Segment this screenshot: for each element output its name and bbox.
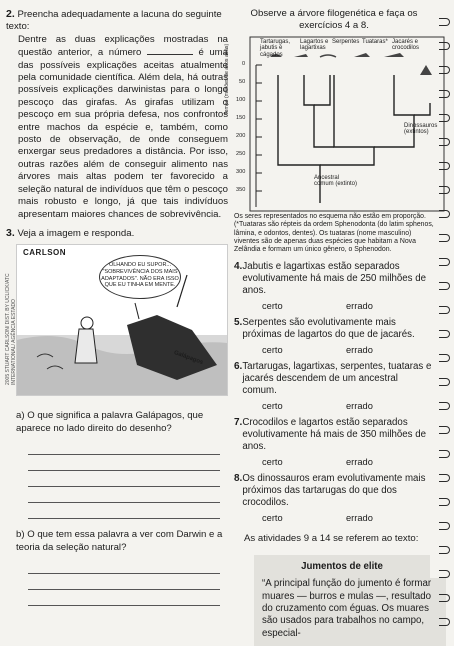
answer-line[interactable] — [28, 487, 220, 503]
spiral-ring — [439, 18, 450, 26]
spiral-ring — [439, 258, 450, 266]
spiral-ring — [439, 498, 450, 506]
spiral-ring — [439, 42, 450, 50]
spiral-ring — [439, 282, 450, 290]
spiral-ring — [439, 618, 450, 626]
text-reference: As atividades 9 a 14 se referem ao texto: — [244, 532, 419, 544]
q5-number: 5. — [234, 316, 243, 328]
choice-errado[interactable]: errado — [346, 344, 373, 355]
tick-350: 350 — [236, 186, 246, 193]
leaf-tuataras: Tuataras* — [362, 38, 388, 45]
spiral-ring — [439, 306, 450, 314]
q3-number: 3. — [6, 226, 15, 239]
spiral-ring — [439, 594, 450, 602]
q3a-answer-lines[interactable] — [28, 439, 228, 519]
spiral-ring — [439, 90, 450, 98]
y-axis-title: Tempo (milhões de anos atrás) — [224, 43, 230, 115]
spiral-ring — [439, 66, 450, 74]
cartoon-drawing — [17, 245, 227, 395]
choice-errado[interactable]: errado — [346, 300, 373, 311]
q6-number: 6. — [234, 360, 243, 372]
q8-number: 8. — [234, 472, 243, 484]
answer-line[interactable] — [28, 471, 220, 487]
leaf-serpentes: Serpentes — [332, 38, 360, 45]
q3-prompt: Veja a imagem e responda. — [17, 227, 135, 239]
spiral-ring — [439, 522, 450, 530]
spiral-ring — [439, 234, 450, 242]
choice-certo[interactable]: certo — [262, 344, 283, 355]
spiral-ring — [439, 162, 450, 170]
ancestor-label: Ancestral comum (extinto) — [314, 174, 358, 188]
tree-intro: Observe a árvore filogenética e faça os exercícios 4 a 8. — [250, 8, 418, 32]
spiral-binding — [438, 0, 454, 640]
tick-100: 100 — [236, 96, 246, 103]
q4 — [234, 261, 434, 311]
leaf-lagartos: Lagartos e lagartixas — [300, 38, 329, 52]
q7-text: Crocodilos e lagartos estão separados evolutivamente há mais de 350 milhões de anos. — [242, 416, 426, 452]
q7 — [234, 417, 434, 467]
cartoon-image — [5, 244, 228, 396]
left-column — [6, 8, 228, 606]
q2-blank-line[interactable] — [147, 46, 193, 55]
q3-header — [6, 227, 228, 240]
q2-prompt: Preencha adequadamente a lacuna do seguinte texto: — [6, 9, 222, 33]
cartoon-credit: 2005 STUART CARLSON/ DIST. BY UCLICK/ATC INTERNATIONAL/ AGÊNCIA ESTADO — [5, 273, 17, 386]
answer-line[interactable] — [28, 439, 220, 455]
q3b-answer-lines[interactable] — [28, 558, 228, 606]
spiral-ring — [439, 570, 450, 578]
cartoon-author: CARLSON — [23, 248, 67, 258]
q3a-text: a) O que significa a palavra Galápagos, que aparece no lado direito do desenho? — [16, 410, 204, 434]
spiral-ring — [439, 402, 450, 410]
spiral-ring — [439, 186, 450, 194]
answer-line[interactable] — [28, 558, 220, 574]
choice-errado[interactable]: errado — [346, 456, 373, 467]
q4-text: Jabutis e lagartixas estão separados evolutivamente há mais de 250 milhões de anos. — [242, 260, 426, 296]
leaf-tartarugas: Tartarugas, jabutis e cágados — [260, 38, 291, 58]
choice-certo[interactable]: certo — [262, 512, 283, 523]
speech-bubble: OLHANDO EU SUPOR... "SOBREVIVÊNCIA DOS MAIS ADAPTADOS". NÃO ERA ISSO QUE EU TINHA EM MENTE. — [99, 255, 181, 299]
choice-errado[interactable]: errado — [346, 512, 373, 523]
choice-certo[interactable]: certo — [262, 400, 283, 411]
tick-0: 0 — [242, 60, 246, 67]
choice-errado[interactable]: errado — [346, 400, 373, 411]
choice-certo[interactable]: certo — [262, 300, 283, 311]
answer-line[interactable] — [28, 455, 220, 471]
q5 — [234, 317, 434, 355]
tick-200: 200 — [236, 132, 246, 139]
answer-line[interactable] — [28, 503, 220, 519]
q6 — [234, 361, 434, 411]
answer-line[interactable] — [28, 574, 220, 590]
tree-note-tuataras: (*Tuataras são répteis da ordem Sphenodonta (do latim sphenos, lâmina, e odontos, dentes). Os tuataras (nome masculino) viventes são de apenas duas espécies que habitam a Nova Zelândia e formam um único gênero, o Sphenodon. — [234, 221, 434, 254]
spiral-ring — [439, 450, 450, 458]
spiral-ring — [439, 210, 450, 218]
q8 — [234, 473, 434, 523]
q4-number: 4. — [234, 260, 243, 272]
spiral-ring — [439, 114, 450, 122]
spiral-ring — [439, 138, 450, 146]
q2-body-start: Dentre as duas explicações mostradas na questão anterior, a número — [18, 33, 228, 59]
q6-text: Tartarugas, lagartixas, serpentes, tuataras e jacarés descendem de um ancestral comum. — [242, 360, 432, 396]
tick-150: 150 — [236, 114, 246, 121]
leaf-jacares: Jacarés e crocodilos — [392, 38, 420, 52]
spiral-ring — [439, 474, 450, 482]
tick-250: 250 — [236, 150, 246, 157]
q7-number: 7. — [234, 416, 243, 428]
leaf-dinossauros: Dinossauros (extintos) — [404, 122, 438, 136]
q8-text: Os dinossauros eram evolutivamente mais próximos das tartarugas do que dos crocodilos. — [242, 472, 426, 508]
right-column — [224, 8, 438, 646]
spiral-ring — [439, 426, 450, 434]
q2-body-rest: é uma das possíveis explicações aceitas atualmente pela comunidade científica. Além dela, há outras possíveis explicações darwinistas para o longo pescoço das girafas. As girafas utilizam o pescoço em sua própria defesa, nos confrontos entre machos da espécie e, também, como posto de observação, de onde conseguem enxergar seus predadores a distância. Por isso, outras razões além de conseguir alimento nas árvores mais altas podem ter favorecido a seleção natural de indivíduos que têm o pescoço mais robusto e longo, já que tais indivíduos apresentam maiores chances de sobrevivência. — [18, 47, 229, 220]
q2-body — [6, 34, 228, 221]
q5-text: Serpentes são evolutivamente mais próximas de lagartos do que de jacarés. — [242, 316, 415, 340]
answer-line[interactable] — [28, 590, 220, 606]
spiral-ring — [439, 546, 450, 554]
spiral-ring — [439, 354, 450, 362]
phylogenetic-tree — [224, 35, 446, 213]
spiral-ring — [439, 330, 450, 338]
q2-header — [6, 8, 228, 34]
galapagos-label: Galápagos — [172, 350, 204, 367]
tree-note-proportion: Os seres representados no esquema não estão em proporção. — [234, 212, 426, 220]
q2-number: 2. — [6, 8, 15, 20]
reading-box-title: Jumentos de elite — [254, 555, 430, 578]
reading-box-text: “A principal função do jumento é formar muares — burros e mulas —, resultado do cruzamento com éguas. Os muares são usados para trabalhos no campo, especial- — [254, 578, 446, 646]
spiral-ring — [439, 378, 450, 386]
tick-50: 50 — [239, 78, 246, 85]
tick-300: 300 — [236, 168, 246, 175]
choice-certo[interactable]: certo — [262, 456, 283, 467]
q3b-text: b) O que tem essa palavra a ver com Darwin e a teoria da seleção natural? — [16, 529, 223, 553]
